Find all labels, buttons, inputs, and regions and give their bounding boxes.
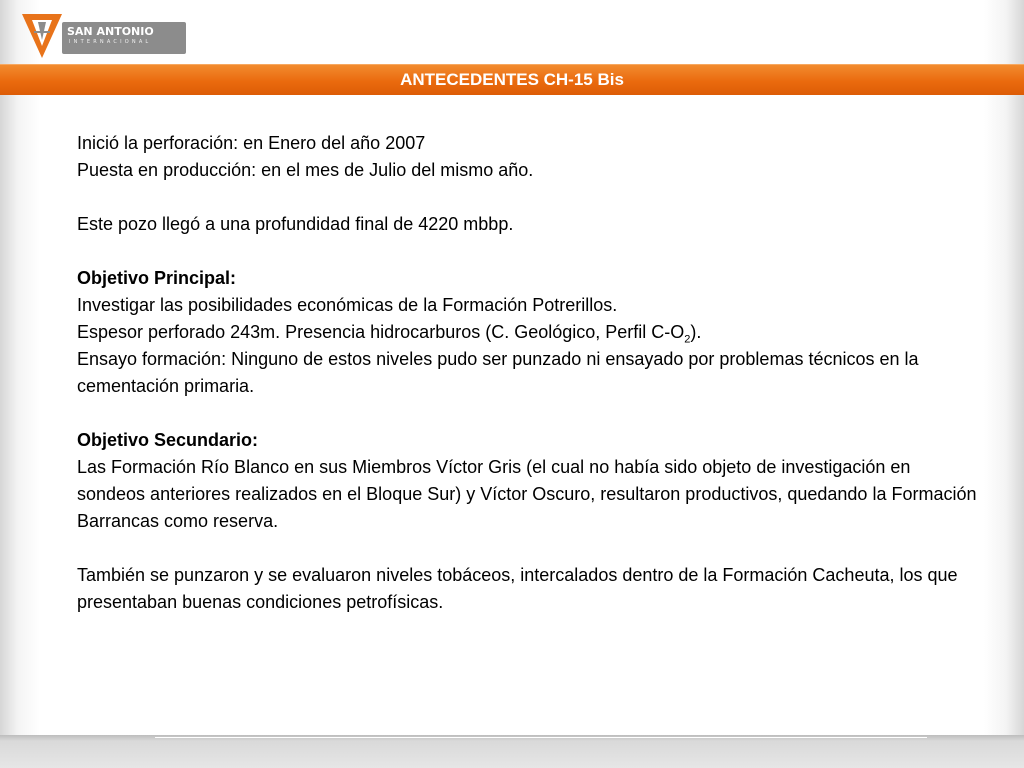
slide-body	[77, 130, 977, 616]
spacer	[77, 184, 977, 211]
logo-name: SAN ANTONIO	[67, 25, 154, 38]
spacer	[77, 535, 977, 562]
principal-line-3: Ensayo formación: Ninguno de estos niveles pudo ser punzado ni ensayado por problemas técnicos en la cementación primaria.	[77, 349, 919, 396]
footer-band	[0, 735, 1024, 768]
secundario-heading	[77, 427, 977, 454]
principal-line-2	[77, 319, 977, 346]
footer-highlight-line	[155, 737, 927, 738]
secundario-line-1: Las Formación Río Blanco en sus Miembros Víctor Gris (el cual no había sido objeto de investigación en sondeos anteriores realizados en el Bloque Sur) y Víctor Oscuro, resultaron productivos, quedando la Formación Barrancas como reserva.	[77, 457, 977, 531]
company-logo	[20, 12, 168, 60]
spacer	[77, 400, 977, 427]
body-line-depth: Este pozo llegó a una profundidad final de 4220 mbbp.	[77, 214, 514, 234]
logo-mark-icon	[20, 12, 64, 60]
slide-title: ANTECEDENTES CH-15 Bis	[400, 70, 624, 89]
spacer	[77, 238, 977, 265]
logo-subtitle: INTERNACIONAL	[69, 39, 152, 45]
title-bar	[0, 64, 1024, 95]
body-line-production: Puesta en producción: en el mes de Julio del mismo año.	[77, 160, 534, 180]
principal-line-2-text: Espesor perforado 243m. Presencia hidrocarburos (C. Geológico, Perfil C-O	[77, 322, 685, 342]
principal-line-1: Investigar las posibilidades económicas de la Formación Potrerillos.	[77, 295, 618, 315]
secundario-heading-text: Objetivo Secundario:	[77, 430, 259, 450]
principal-heading-text: Objetivo Principal:	[77, 268, 237, 288]
principal-line-2-subscript: 2	[684, 333, 691, 346]
principal-heading	[77, 265, 977, 292]
final-paragraph: También se punzaron y se evaluaron niveles tobáceos, intercalados dentro de la Formación Cacheuta, los que presentaban buenas condiciones petrofísicas.	[77, 565, 958, 612]
body-line-start-date: Inició la perforación: en Enero del año 2007	[77, 133, 426, 153]
principal-line-2-end: ).	[690, 322, 702, 342]
